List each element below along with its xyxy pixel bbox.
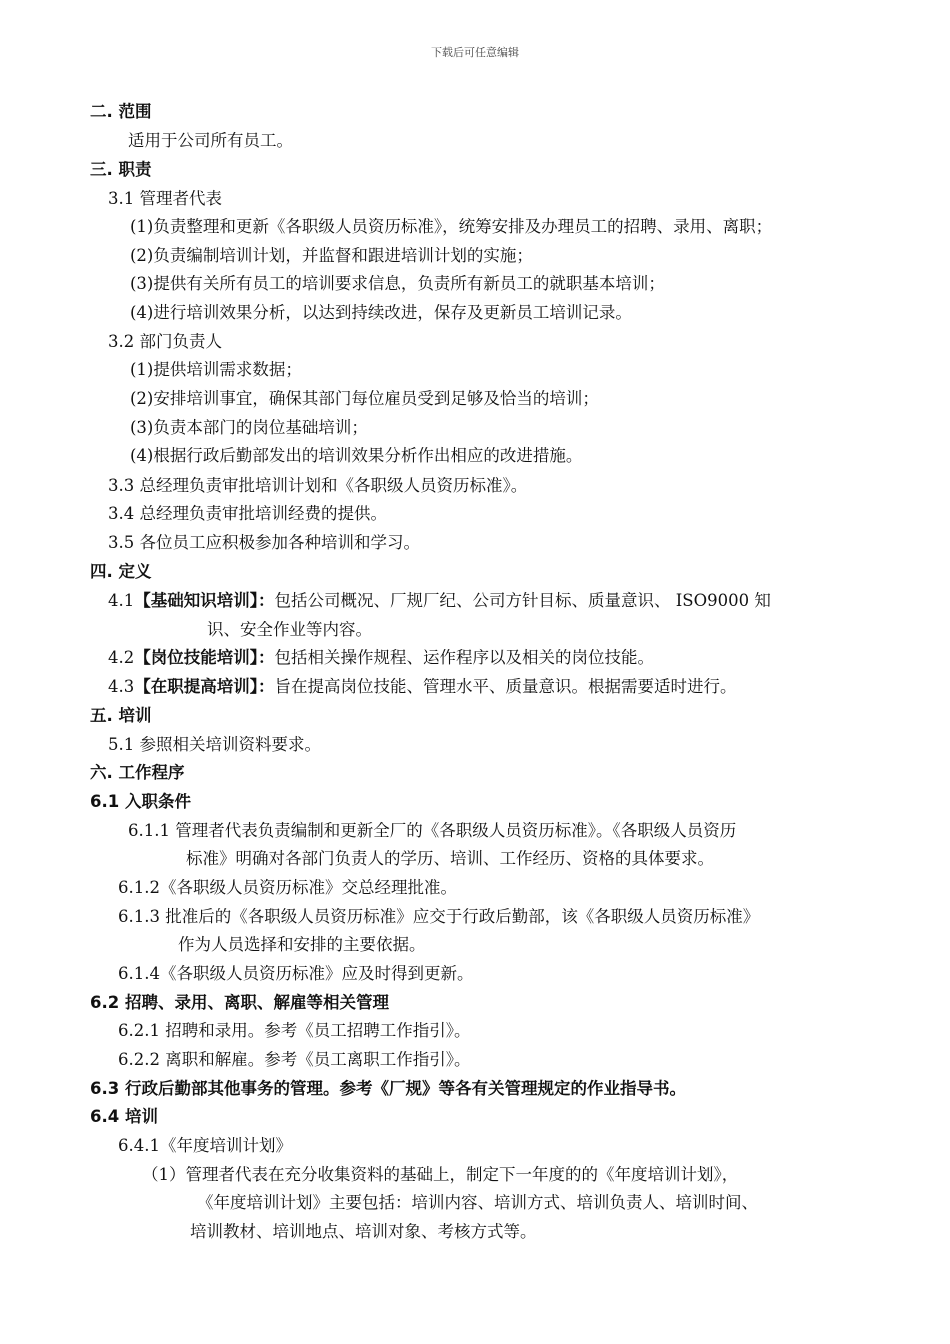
- section-5-title: 五. 培训: [90, 706, 152, 725]
- sub-6-4-title: 6.4 培训: [90, 1107, 158, 1126]
- para-6-1-4: 6.1.4《各职级人员资历标准》应及时得到更新。: [118, 964, 474, 983]
- sub-3-2-item: (1)提供培训需求数据；: [130, 360, 302, 379]
- sub-3-1-item: (1)负责整理和更新《各职级人员资历标准》，统筹安排及办理员工的招聘、录用、离职；: [130, 217, 773, 236]
- definition-4-2: [108, 647, 654, 669]
- sub-3-1-item: (2)负责编制培训计划，并监督和跟进培训计划的实施；: [130, 246, 533, 265]
- para-6-2-1: 6.2.1 招聘和录用。参考《员工招聘工作指引》。: [118, 1021, 471, 1040]
- para-6-4-1-item-1: （1）管理者代表在充分收集资料的基础上，制定下一年度的的《年度培训计划》，: [142, 1165, 739, 1184]
- definition-text: 包括公司概况、厂规厂纪、公司方针目标、质量意识、 ISO9000 知: [274, 591, 771, 610]
- definition-4-3: [108, 676, 737, 698]
- para-6-1-2: 6.1.2《各职级人员资历标准》交总经理批准。: [118, 878, 457, 897]
- sub-3-1-item: (3)提供有关所有员工的培训要求信息，负责所有新员工的就职基本培训；: [130, 274, 665, 293]
- sub-3-3: 3.3 总经理负责审批培训计划和《各职级人员资历标准》。: [108, 476, 528, 495]
- sub-6-2-title: 6.2 招聘、录用、离职、解雇等相关管理: [90, 993, 389, 1012]
- para-6-4-1-item-1-continued: 培训教材、培训地点、培训对象、考核方式等。: [190, 1222, 537, 1241]
- para-6-2-2: 6.2.2 离职和解雇。参考《员工离职工作指引》。: [118, 1050, 471, 1069]
- page-header: 下载后可任意编辑: [431, 46, 519, 59]
- sub-3-2-item: (3)负责本部门的岗位基础培训；: [130, 418, 368, 437]
- definition-number: 4.3: [108, 677, 135, 696]
- sub-3-4: 3.4 总经理负责审批培训经费的提供。: [108, 504, 387, 523]
- sub-3-1: 3.1 管理者代表: [108, 189, 222, 208]
- sub-3-2-item: (2)安排培训事宜，确保其部门每位雇员受到足够及恰当的培训；: [130, 389, 599, 408]
- para-6-4-1-item-1-continued: 《年度培训计划》主要包括：培训内容、培训方式、培训负责人、培训时间、: [197, 1193, 758, 1212]
- sub-6-1-title: 6.1 入职条件: [90, 792, 191, 811]
- section-4-title: 四. 定义: [90, 562, 152, 581]
- definition-4-1: [108, 590, 771, 612]
- sub-6-3-title: 6.3 行政后勤部其他事务的管理。参考《厂规》等各有关管理规定的作业指导书。: [90, 1079, 686, 1098]
- para-6-1-3-continued: 作为人员选择和安排的主要依据。: [178, 935, 426, 954]
- sub-3-2: 3.2 部门负责人: [108, 332, 222, 351]
- definition-term: 【岗位技能培训】：: [134, 648, 275, 667]
- sub-3-5: 3.5 各位员工应积极参加各种培训和学习。: [108, 533, 420, 552]
- sub-3-1-item: (4)进行培训效果分析，以达到持续改进，保存及更新员工培训记录。: [130, 303, 632, 322]
- definition-number: 4.1: [108, 591, 135, 610]
- para-6-1-3: 6.1.3 批准后的《各职级人员资历标准》应交于行政后勤部，该《各职级人员资历标准》: [118, 907, 760, 926]
- definition-term: 【基础知识培训】：: [134, 591, 275, 610]
- definition-text: 包括相关操作规程、运作程序以及相关的岗位技能。: [274, 648, 654, 667]
- sub-3-2-item: (4)根据行政后勤部发出的培训效果分析作出相应的改进措施。: [130, 446, 583, 465]
- para-6-1-1-continued: 标准》明确对各部门负责人的学历、培训、工作经历、资格的具体要求。: [186, 849, 714, 868]
- section-6-title: 六. 工作程序: [90, 763, 185, 782]
- section-3-title: 三. 职责: [90, 160, 152, 179]
- para-6-4-1: 6.4.1《年度培训计划》: [118, 1136, 292, 1155]
- definition-term: 【在职提高培训】：: [134, 677, 275, 696]
- section-2-text: 适用于公司所有员工。: [128, 131, 293, 150]
- section-5-text: 5.1 参照相关培训资料要求。: [108, 735, 321, 754]
- definition-text: 旨在提高岗位技能、管理水平、质量意识。根据需要适时进行。: [274, 677, 737, 696]
- definition-4-1-continued: 识、安全作业等内容。: [207, 620, 372, 639]
- para-6-1-1: 6.1.1 管理者代表负责编制和更新全厂的《各职级人员资历标准》。《各职级人员资历: [128, 821, 737, 840]
- section-2-title: 二. 范围: [90, 102, 152, 121]
- definition-number: 4.2: [108, 648, 135, 667]
